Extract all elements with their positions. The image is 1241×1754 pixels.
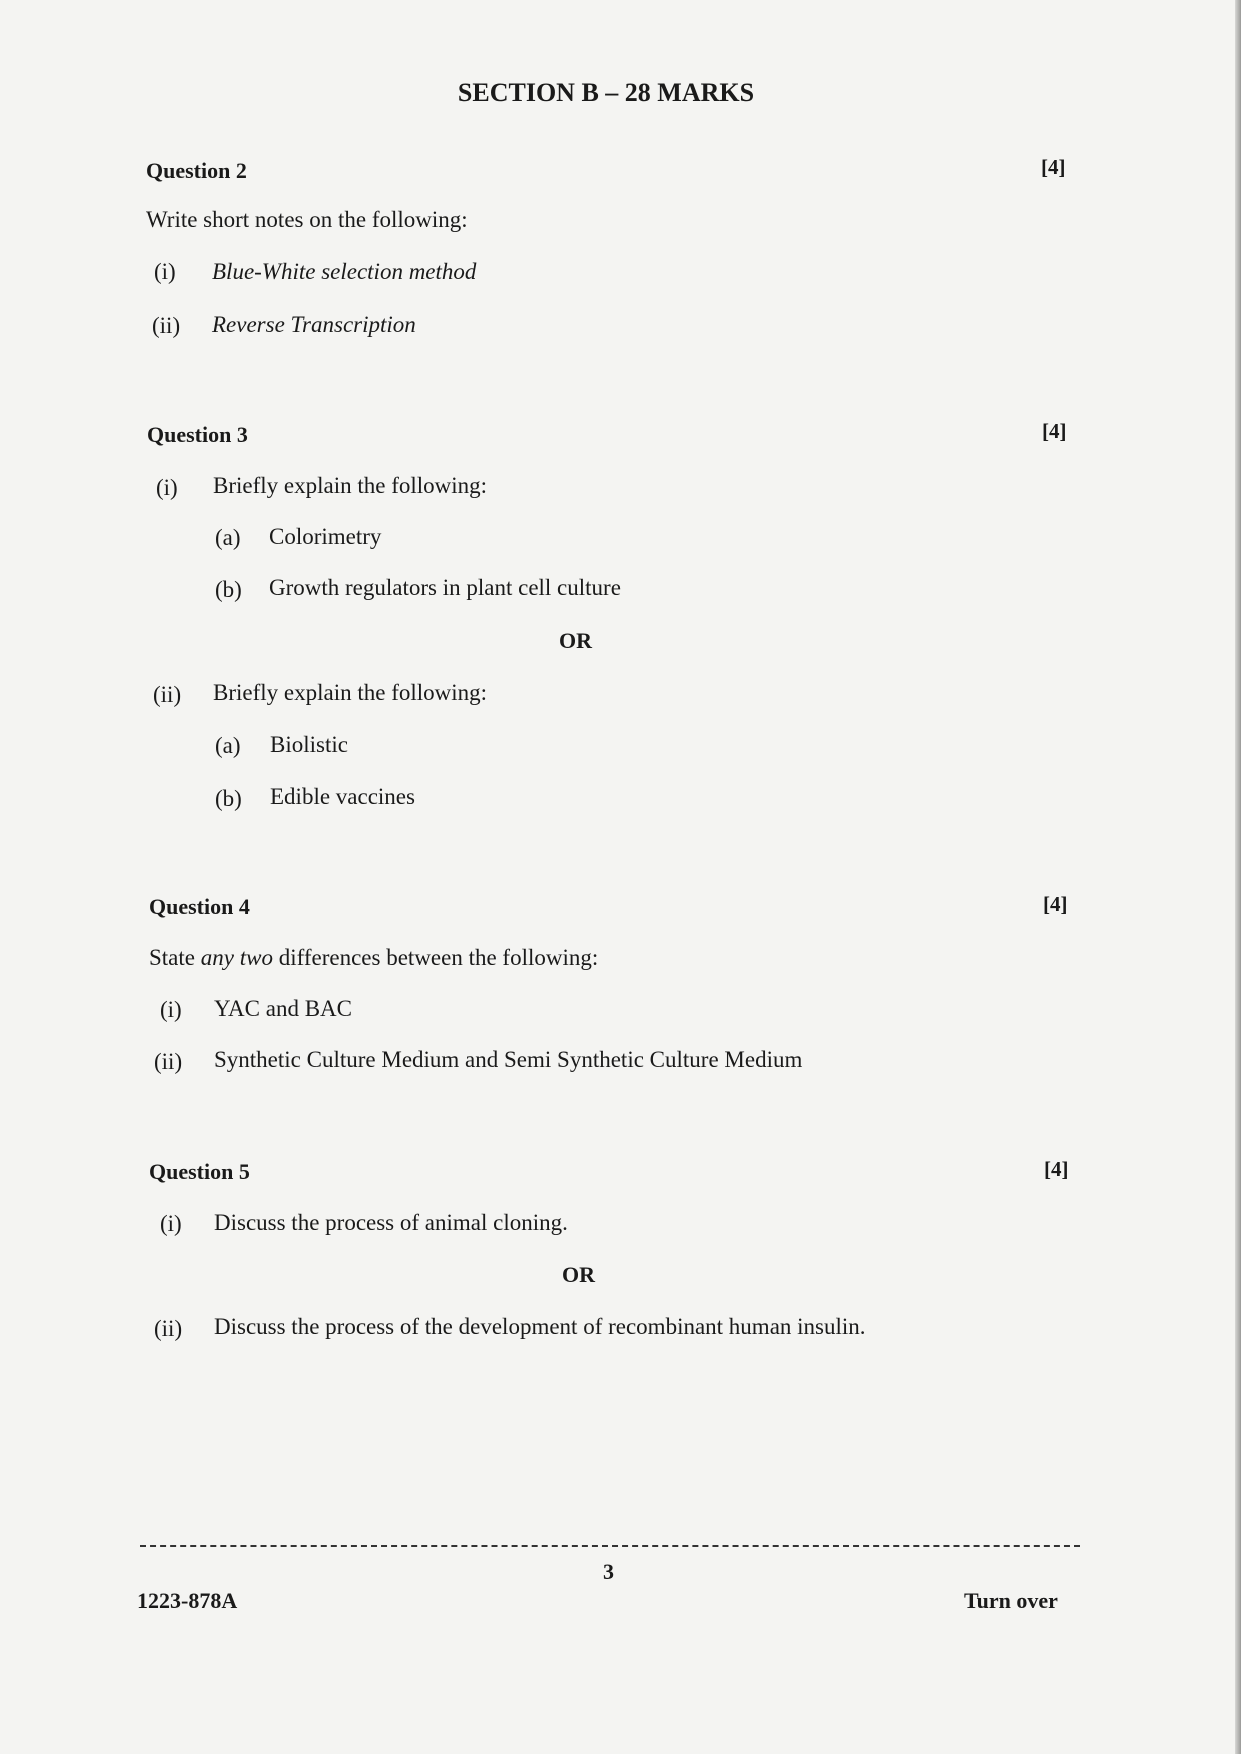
question-5-or-divider: OR — [562, 1262, 595, 1287]
turn-over-label: Turn over — [964, 1588, 1058, 1613]
question-4-item-2-text: Synthetic Culture Medium and Semi Synthetic Culture Medium — [214, 1047, 803, 1072]
question-4-item-1-text: YAC and BAC — [214, 996, 353, 1021]
question-2-item-1-text: Blue-White selection method — [212, 259, 477, 284]
question-3-part-1-item-a-number: (a) — [215, 525, 241, 550]
question-5-part-2-number: (ii) — [154, 1316, 183, 1341]
question-3-part-1-number: (i) — [156, 475, 178, 500]
question-4-intro-end: differences between the following: — [272, 945, 599, 970]
question-4-intro-emphasis: any two — [200, 945, 273, 970]
question-4-item-1-number: (i) — [160, 997, 182, 1022]
question-3-part-1-item-b-number: (b) — [215, 577, 242, 602]
question-3-marks: [4] — [1042, 419, 1067, 443]
section-title: SECTION B – 28 MARKS — [457, 78, 755, 107]
question-4-intro-start: State — [149, 945, 201, 970]
question-3-part-2-item-b-text: Edible vaccines — [270, 784, 415, 809]
question-4-heading: Question 4 — [149, 894, 250, 919]
question-3-part-2-text: Briefly explain the following: — [213, 680, 488, 705]
question-2-item-1-number: (i) — [154, 259, 176, 284]
question-2-intro: Write short notes on the following: — [146, 207, 468, 232]
question-3-part-2-item-a-text: Biolistic — [270, 732, 348, 757]
question-5-heading: Question 5 — [149, 1159, 250, 1184]
question-3-part-1-item-b-text: Growth regulators in plant cell culture — [269, 575, 621, 600]
question-2-heading: Question 2 — [146, 158, 247, 183]
question-3-heading: Question 3 — [147, 422, 248, 447]
question-3-or-divider: OR — [559, 628, 592, 653]
question-5-part-2-text: Discuss the process of the development of recombinant human insulin. — [214, 1314, 866, 1339]
question-3-part-2-item-b-number: (b) — [215, 786, 242, 811]
question-5-marks: [4] — [1044, 1157, 1069, 1181]
question-2-marks: [4] — [1041, 155, 1066, 179]
page-edge-shadow — [1235, 0, 1241, 1754]
paper-code: 1223-878A — [137, 1588, 238, 1613]
question-3-part-2-number: (ii) — [153, 682, 182, 707]
question-2-item-2-number: (ii) — [152, 313, 181, 338]
question-5-part-1-number: (i) — [160, 1211, 182, 1236]
question-2-item-2-text: Reverse Transcription — [212, 312, 416, 337]
page-number: 3 — [603, 1559, 614, 1584]
question-5-part-1-text: Discuss the process of animal cloning. — [214, 1210, 568, 1235]
question-4-marks: [4] — [1043, 892, 1068, 916]
question-4-item-2-number: (ii) — [154, 1049, 183, 1074]
footer-dashed-rule — [140, 1545, 1080, 1547]
question-4-intro — [149, 945, 598, 971]
question-3-part-1-text: Briefly explain the following: — [213, 473, 488, 498]
question-3-part-1-item-a-text: Colorimetry — [269, 524, 382, 549]
question-3-part-2-item-a-number: (a) — [215, 733, 241, 758]
